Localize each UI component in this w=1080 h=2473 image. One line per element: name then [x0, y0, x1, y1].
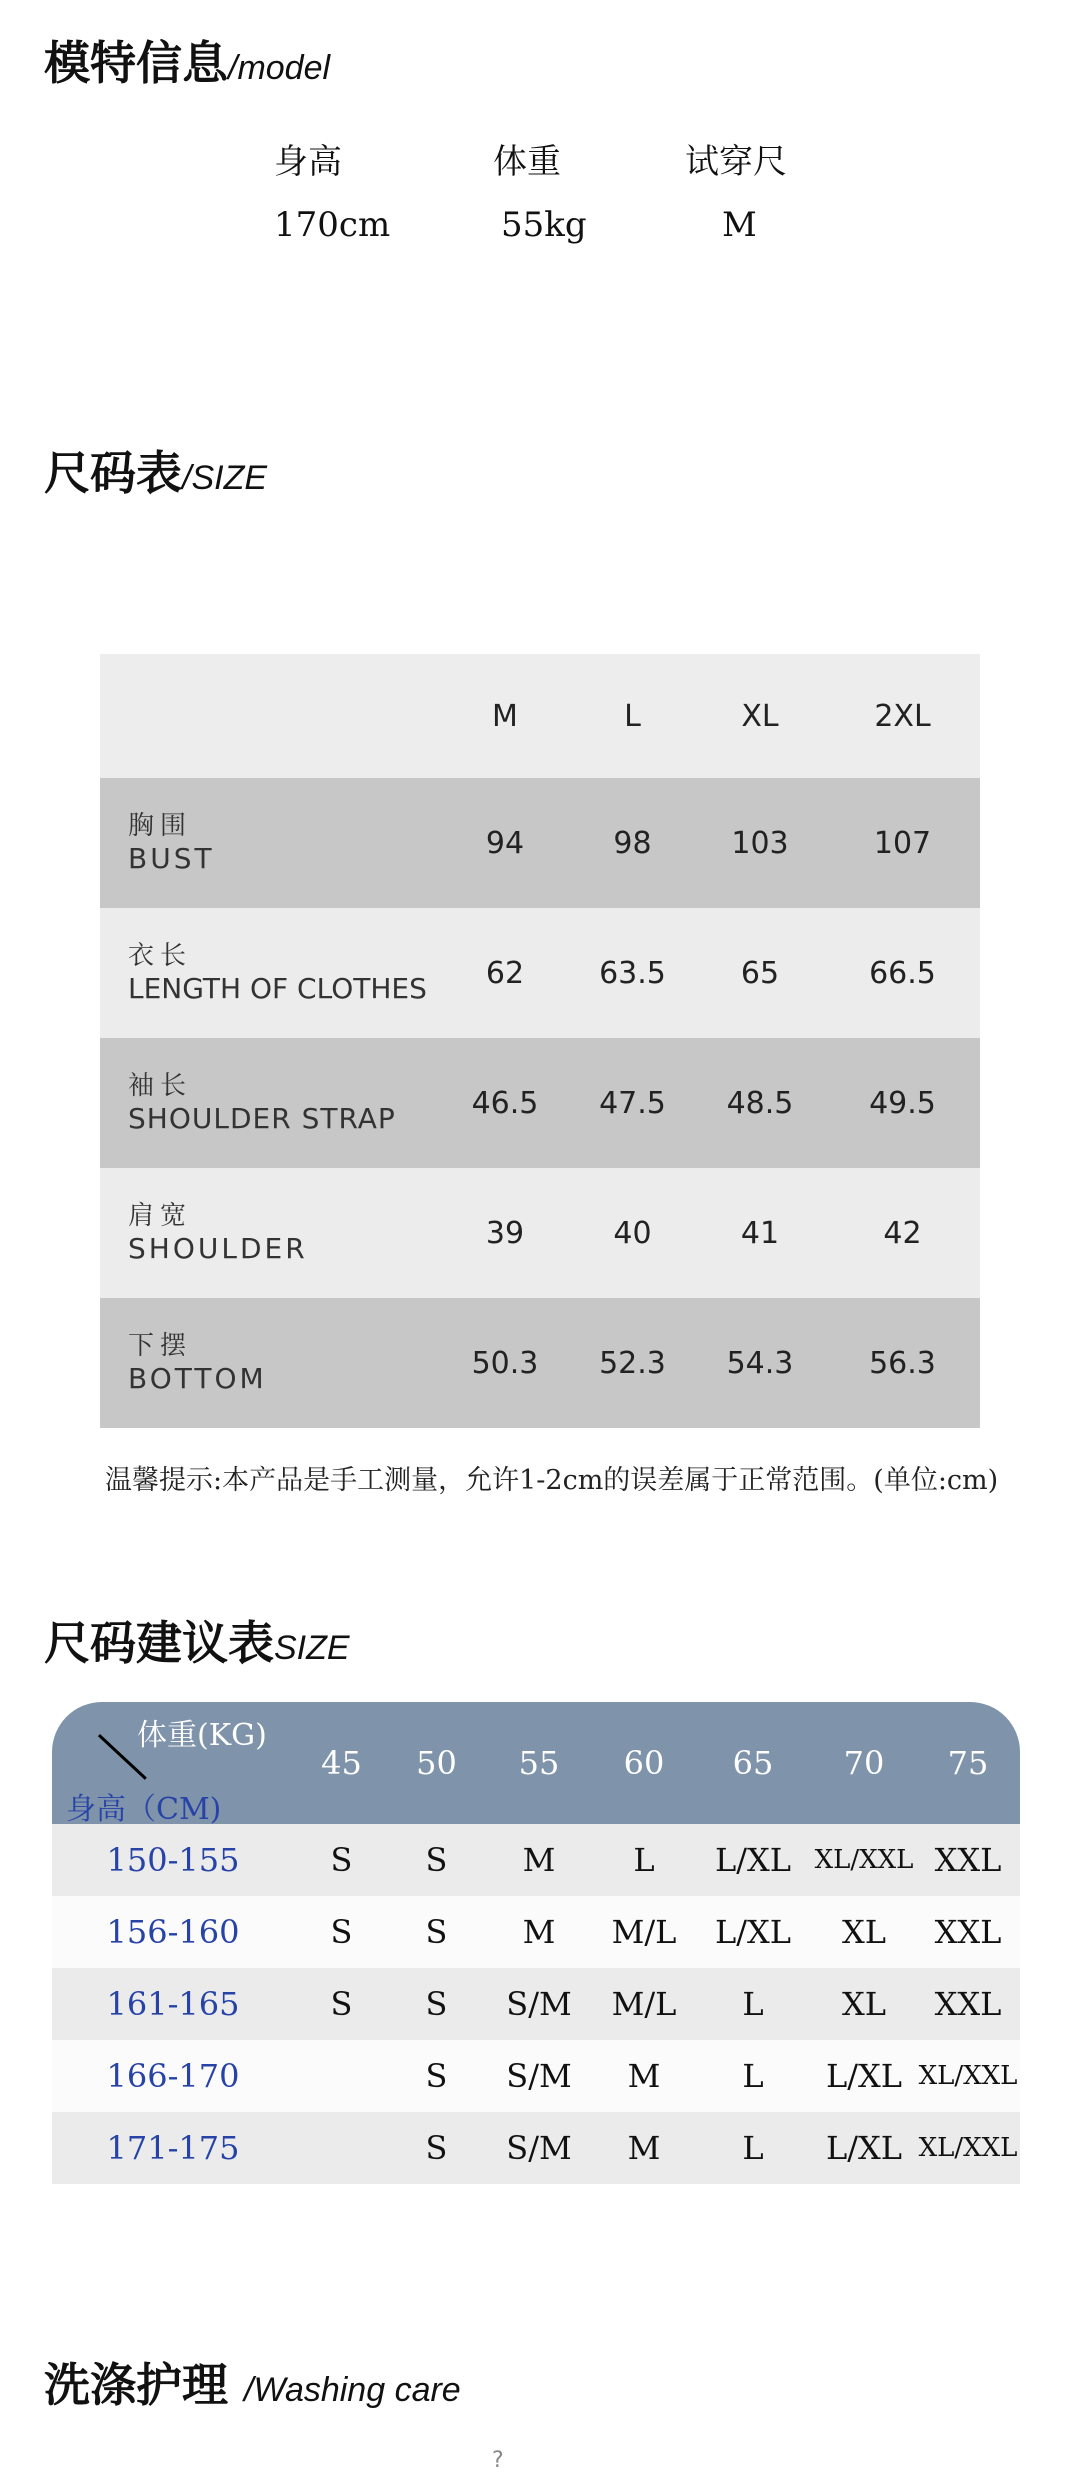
recommend-table-wrap	[52, 1702, 1020, 2184]
height-range: 161-165	[106, 1985, 240, 2023]
row-label-en: BOTTOM	[128, 1361, 267, 1395]
row-label-en: LENGTH OF CLOTHES	[128, 971, 427, 1005]
size-suggestion: S	[425, 1913, 448, 1951]
size-row-length	[100, 908, 980, 1038]
size-suggestion: XL/XXL	[918, 2133, 1018, 2163]
row-label	[100, 778, 440, 908]
row-label	[100, 1298, 440, 1428]
row-label-cn: 衣长	[128, 940, 193, 971]
size-suggestion: L	[633, 1841, 655, 1879]
model-header-size: 试穿尺	[685, 142, 787, 182]
size-cell: 40	[613, 1215, 652, 1251]
measurement-note: 温馨提示:本产品是手工测量，允许1-2cm的误差属于正常范围。(单位:cm)	[105, 1465, 999, 1496]
recommend-table	[52, 1702, 1020, 2184]
size-cell: 94	[485, 825, 525, 861]
weight-header: 60	[594, 1702, 694, 1824]
size-suggestion: L/XL	[714, 1913, 792, 1951]
size-cell: 56.3	[869, 1345, 936, 1381]
height-axis-label: 身高（CM)	[66, 1792, 222, 1827]
weight-header: 50	[389, 1702, 484, 1824]
size-suggestion: M/L	[611, 1913, 677, 1951]
size-suggestion	[294, 2112, 389, 2184]
size-suggestion: M	[627, 2129, 661, 2167]
size-suggestion: S/M	[506, 1985, 572, 2023]
model-value-height: 170cm	[274, 205, 391, 245]
recommend-subtitle: SIZE	[274, 1629, 350, 1667]
model-header-height: 身高	[274, 142, 342, 182]
washing-title-text: 洗涤护理	[44, 2358, 228, 2412]
size-suggestion: L/XL	[714, 1841, 792, 1879]
height-range: 150-155	[106, 1841, 240, 1879]
size-suggestion: S	[330, 1913, 353, 1951]
size-cell: 98	[613, 825, 652, 861]
recommend-row	[52, 2040, 1020, 2112]
model-section-title	[44, 36, 331, 90]
recommend-header-row	[52, 1702, 1020, 1824]
recommend-row	[52, 1824, 1020, 1896]
model-value-weight: 55kg	[501, 205, 587, 245]
size-suggestion: S	[425, 2129, 448, 2167]
size-suggestion: XL	[841, 1985, 887, 2023]
weight-header: 70	[812, 1702, 916, 1824]
size-suggestion: L/XL	[825, 2057, 903, 2095]
size-row-bust	[100, 778, 980, 908]
recommend-section-title	[44, 1616, 350, 1670]
size-suggestion: XXL	[934, 1913, 1002, 1951]
washing-subtitle: /Washing care	[244, 2371, 461, 2409]
weight-header: 65	[694, 1702, 812, 1824]
size-cell: 107	[873, 825, 932, 861]
size-cell: 62	[485, 955, 525, 991]
height-range: 156-160	[106, 1913, 240, 1951]
model-value-size: M	[722, 205, 757, 245]
size-column-header: M	[492, 698, 518, 734]
weight-header: 75	[916, 1702, 1020, 1824]
size-suggestion: S/M	[506, 2129, 572, 2167]
size-row-shoulder	[100, 1168, 980, 1298]
size-suggestion: XL	[841, 1913, 887, 1951]
size-section-title	[44, 446, 268, 500]
height-range: 166-170	[106, 2057, 240, 2095]
size-suggestion: XL/XXL	[814, 1845, 914, 1875]
size-cell: 39	[485, 1215, 525, 1251]
weight-header: 45	[294, 1702, 389, 1824]
height-range: 171-175	[106, 2129, 240, 2167]
size-column-header: XL	[741, 698, 779, 734]
recommend-row	[52, 1896, 1020, 1968]
size-suggestion: S	[425, 1841, 448, 1879]
recommend-row	[52, 1968, 1020, 2040]
size-cell: 41	[740, 1215, 780, 1251]
size-cell: 66.5	[869, 955, 936, 991]
size-suggestion: L	[742, 1985, 764, 2023]
size-suggestion: M	[522, 1913, 556, 1951]
model-title-text: 模特信息	[44, 36, 228, 90]
size-title-text: 尺码表	[44, 446, 182, 500]
page-mark: ?	[492, 2448, 504, 2473]
size-cell: 63.5	[599, 955, 666, 991]
size-suggestion: S	[425, 2057, 448, 2095]
size-cell: 42	[883, 1215, 922, 1251]
size-table	[100, 654, 980, 1428]
size-row-bottom	[100, 1298, 980, 1428]
size-suggestion: S	[330, 1985, 353, 2023]
size-suggestion	[294, 2040, 389, 2112]
size-suggestion: L	[742, 2057, 764, 2095]
size-suggestion: XXL	[934, 1985, 1002, 2023]
recommend-title-text: 尺码建议表	[44, 1616, 274, 1670]
model-subtitle: /model	[228, 49, 331, 87]
size-suggestion: XL/XXL	[918, 2061, 1018, 2091]
row-label-cn: 肩宽	[128, 1200, 193, 1231]
size-suggestion: L/XL	[825, 2129, 903, 2167]
row-label-cn: 下摆	[128, 1330, 193, 1361]
row-label-en: BUST	[128, 841, 215, 875]
row-label	[100, 908, 440, 1038]
size-column-header: L	[624, 698, 641, 734]
size-cell: 54.3	[726, 1345, 794, 1381]
size-cell: 48.5	[726, 1085, 794, 1121]
size-suggestion: M	[627, 2057, 661, 2095]
size-row-sleeve	[100, 1038, 980, 1168]
weight-axis-label: 体重(KG)	[137, 1718, 267, 1753]
size-suggestion: S/M	[506, 2057, 572, 2095]
size-table-header	[100, 654, 980, 778]
row-label	[100, 1168, 440, 1298]
size-cell: 103	[731, 825, 789, 861]
size-suggestion: M	[522, 1841, 556, 1879]
size-header-blank	[100, 654, 440, 778]
weight-header: 55	[484, 1702, 594, 1824]
row-label-cn: 胸围	[128, 810, 193, 841]
size-cell: 47.5	[599, 1085, 666, 1121]
size-suggestion: S	[330, 1841, 353, 1879]
size-suggestion: XXL	[934, 1841, 1002, 1879]
size-cell: 65	[740, 955, 780, 991]
size-suggestion: S	[425, 1985, 448, 2023]
recommend-row	[52, 2112, 1020, 2184]
corner-cell	[52, 1702, 294, 1827]
size-suggestion: M/L	[611, 1985, 677, 2023]
size-cell: 52.3	[599, 1345, 666, 1381]
row-label	[100, 1038, 440, 1168]
size-suggestion: L	[742, 2129, 764, 2167]
size-subtitle: /SIZE	[182, 459, 268, 497]
size-column-header: 2XL	[874, 698, 931, 734]
row-label-en: SHOULDER	[128, 1231, 308, 1265]
model-header-weight: 体重	[493, 142, 561, 182]
size-cell: 46.5	[471, 1085, 539, 1121]
size-cell: 49.5	[869, 1085, 936, 1121]
washing-section-title	[44, 2358, 461, 2412]
row-label-en: SHOULDER STRAP	[128, 1101, 396, 1135]
row-label-cn: 袖长	[128, 1070, 193, 1101]
size-cell: 50.3	[471, 1345, 539, 1381]
